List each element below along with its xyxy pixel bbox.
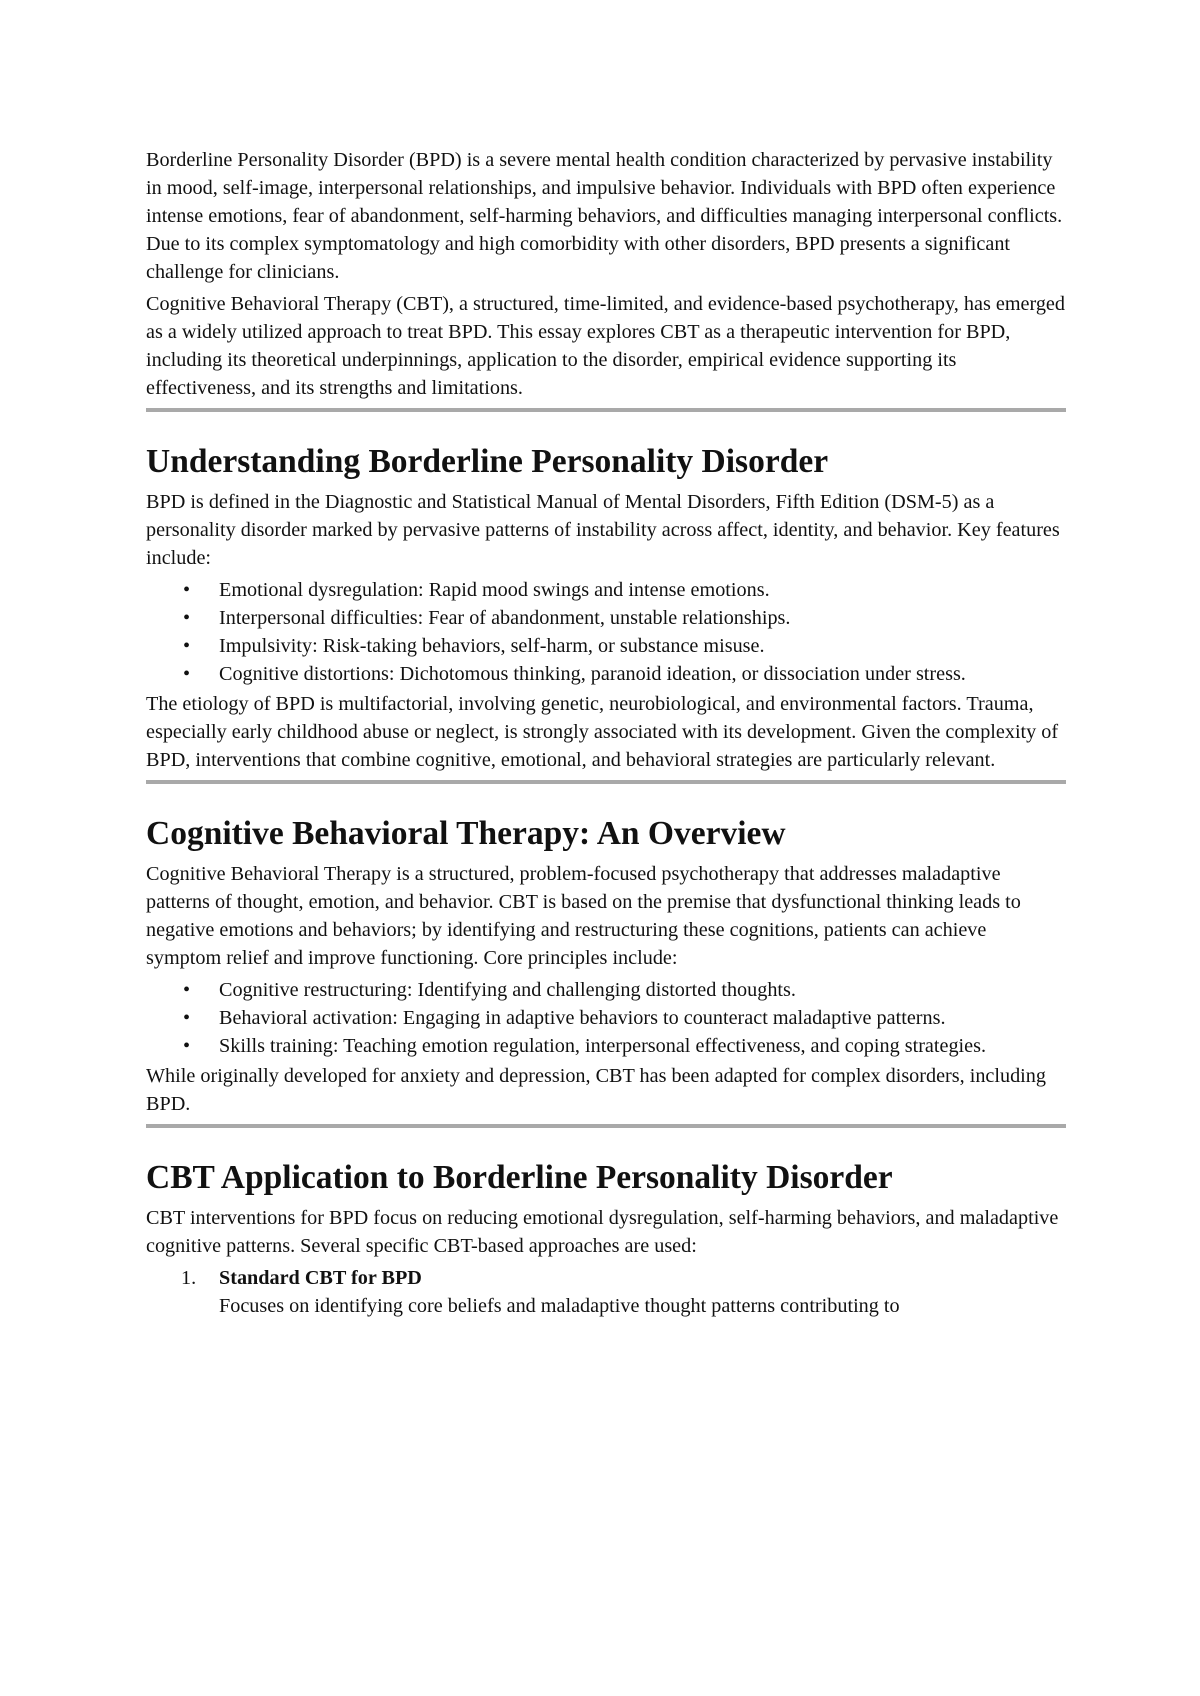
document-page [146, 146, 1066, 1320]
bullet-icon: • [183, 663, 191, 685]
bullet-text: Emotional dysregulation: Rapid mood swings and intense emotions. [219, 579, 770, 601]
bullet-text: Skills training: Teaching emotion regulation, interpersonal effectiveness, and coping strategies. [219, 1035, 987, 1057]
bullet-icon: • [183, 1035, 191, 1057]
section1-paragraph-1: BPD is defined in the Diagnostic and Statistical Manual of Mental Disorders, Fifth Edition (DSM-5) as a personality disorder marked by pervasive patterns of instability across affect, identity, and behavior. Key features include: [146, 491, 1060, 569]
bullet-icon: • [183, 607, 191, 629]
section-heading-understanding-bpd: Understanding Borderline Personality Disorder [146, 443, 829, 480]
bullet-text: Interpersonal difficulties: Fear of abandonment, unstable relationships. [219, 607, 791, 629]
bullet-item [183, 604, 1066, 632]
bullet-item [183, 976, 1066, 1004]
intro-paragraph-1: Borderline Personality Disorder (BPD) is a severe mental health condition characterized by pervasive instability in mood, self-image, interpersonal relationships, and impulsive behavior. Individuals with BPD often experience intense emotions, fear of abandonment, self-harming behaviors, and difficulties managing interpersonal conflicts. Due to its complex symptomatology and high comorbidity with other disorders, BPD presents a significant challenge for clinicians. [146, 149, 1063, 283]
section1-paragraph-2: The etiology of BPD is multifactorial, involving genetic, neurobiological, and environmental factors. Trauma, especially early childhood abuse or neglect, is strongly associated with its development. Given the complexity of BPD, interventions that combine cognitive, emotional, and behavioral strategies are particularly relevant. [146, 693, 1059, 771]
section-heading-cbt-application: CBT Application to Borderline Personality Disorder [146, 1159, 893, 1196]
section3-numbered-list [146, 1264, 1066, 1320]
intro-paragraph-2: Cognitive Behavioral Therapy (CBT), a structured, time-limited, and evidence-based psychotherapy, has emerged as a widely utilized approach to treat BPD. This essay explores CBT as a therapeutic intervention for BPD, including its theoretical underpinnings, application to the disorder, empirical evidence supporting its effectiveness, and its strengths and limitations. [146, 293, 1065, 399]
section-divider [146, 780, 1066, 784]
section2-paragraph-1: Cognitive Behavioral Therapy is a structured, problem-focused psychotherapy that addresses maladaptive patterns of thought, emotion, and behavior. CBT is based on the premise that dysfunctional thinking leads to negative emotions and behaviors; by identifying and restructuring these cognitions, patients can achieve symptom relief and improve functioning. Core principles include: [146, 863, 1021, 969]
section2-paragraph-2: While originally developed for anxiety and depression, CBT has been adapted for complex disorders, including BPD. [146, 1065, 1046, 1115]
bullet-item [183, 660, 1066, 688]
section-heading-cbt-overview: Cognitive Behavioral Therapy: An Overview [146, 815, 786, 852]
section3-paragraph-1: CBT interventions for BPD focus on reducing emotional dysregulation, self-harming behaviors, and maladaptive cognitive patterns. Several specific CBT-based approaches are used: [146, 1207, 1059, 1257]
section-divider [146, 408, 1066, 412]
bullet-item [183, 1004, 1066, 1032]
bullet-icon: • [183, 979, 191, 1001]
bullet-text: Cognitive distortions: Dichotomous thinking, paranoid ideation, or dissociation under stress. [219, 663, 966, 685]
section1-bullet-list [146, 576, 1066, 688]
bullet-item [183, 576, 1066, 604]
bullet-text: Behavioral activation: Engaging in adaptive behaviors to counteract maladaptive patterns. [219, 1007, 946, 1029]
bullet-icon: • [183, 1007, 191, 1029]
numbered-item [181, 1264, 1066, 1320]
bullet-icon: • [183, 579, 191, 601]
bullet-text: Cognitive restructuring: Identifying and challenging distorted thoughts. [219, 979, 796, 1001]
item-title: Standard CBT for BPD [219, 1267, 422, 1289]
bullet-icon: • [183, 635, 191, 657]
section2-bullet-list [146, 976, 1066, 1060]
bullet-item [183, 632, 1066, 660]
item-text: Focuses on identifying core beliefs and maladaptive thought patterns contributing to [219, 1295, 900, 1317]
item-number: 1. [181, 1267, 197, 1289]
bullet-item [183, 1032, 1066, 1060]
bullet-text: Impulsivity: Risk-taking behaviors, self-harm, or substance misuse. [219, 635, 765, 657]
section-divider [146, 1124, 1066, 1128]
